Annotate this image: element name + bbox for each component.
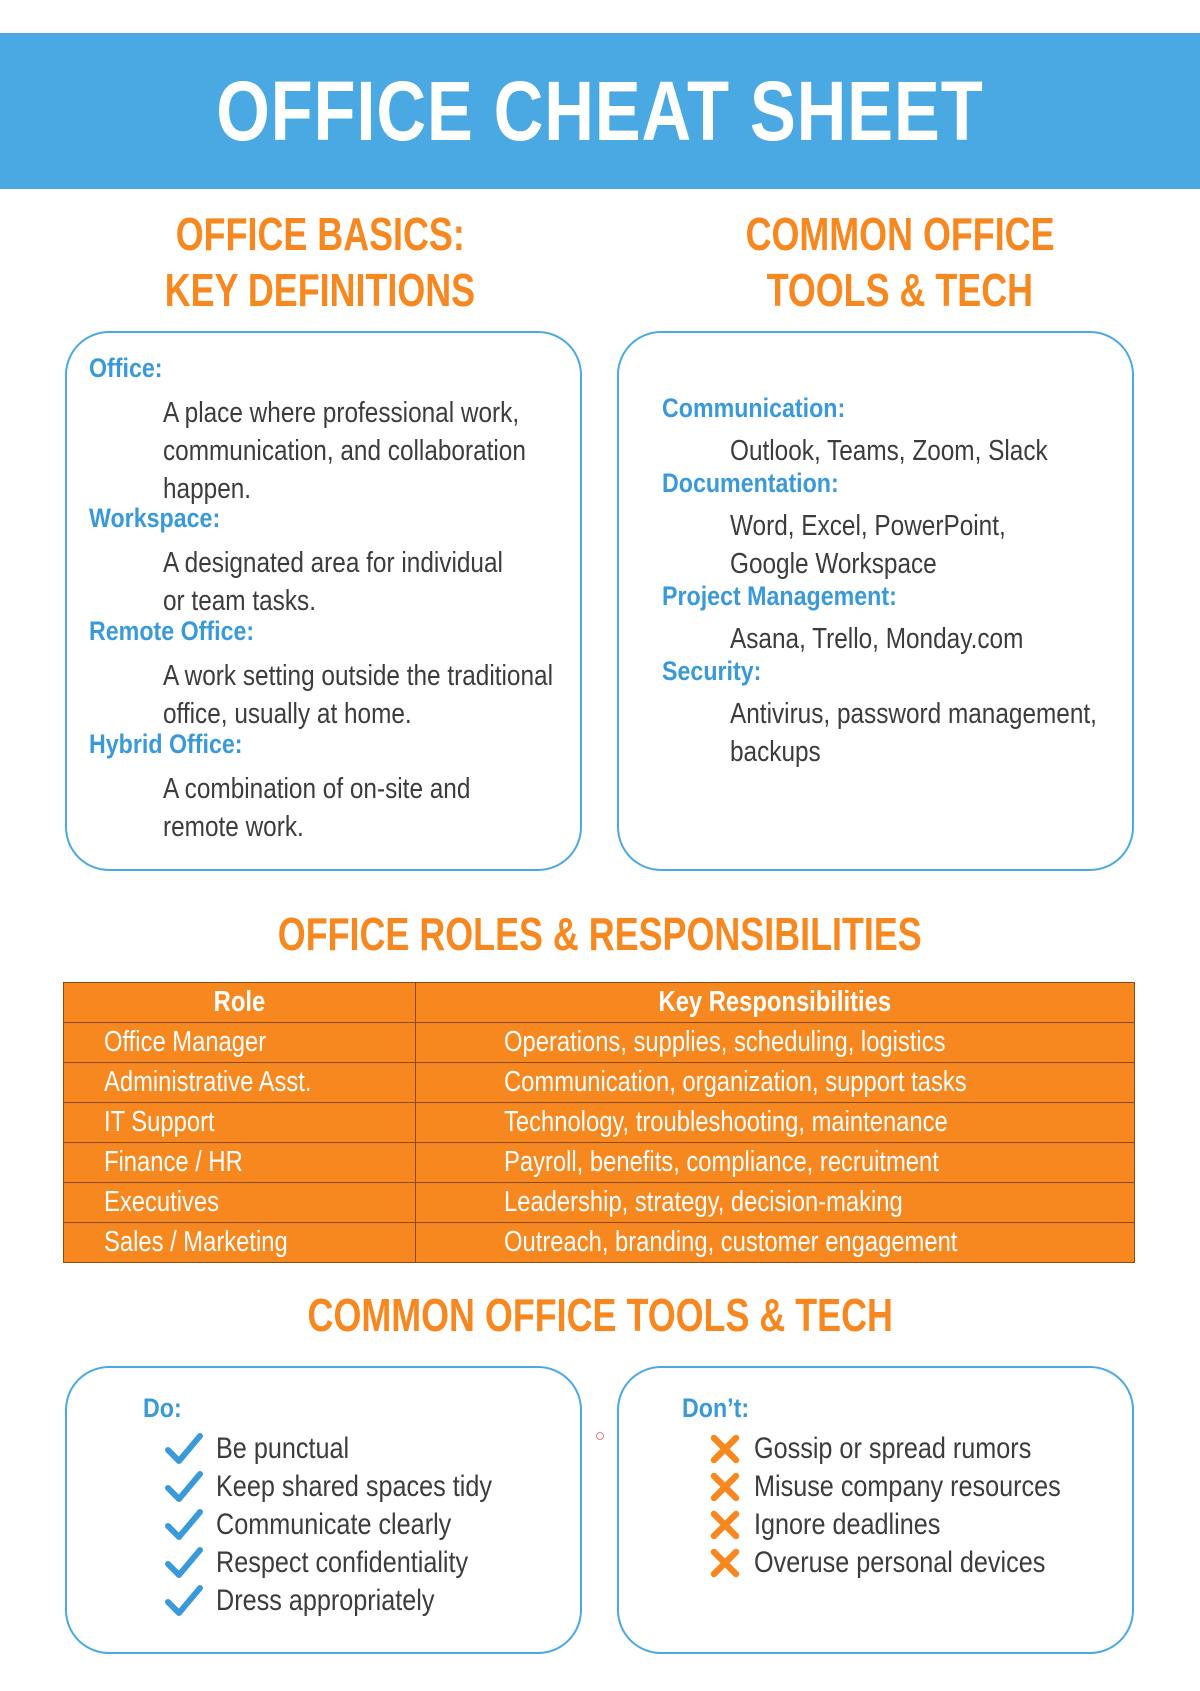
- term-hybrid-office: Hybrid Office:: [89, 729, 243, 759]
- basics-heading: [40, 206, 600, 318]
- check-icon: [160, 1470, 208, 1504]
- list-item: [704, 1430, 1119, 1468]
- desc-documentation: Word, Excel, PowerPoint, Google Workspace: [730, 510, 1006, 580]
- table-row: [64, 1103, 1135, 1143]
- term-project-management: Project Management:: [662, 581, 897, 611]
- role-cell: Sales / Marketing: [64, 1223, 416, 1263]
- role-cell: IT Support: [64, 1103, 416, 1143]
- stray-dot: [596, 1432, 604, 1440]
- list-item: [704, 1544, 1119, 1582]
- table-row: [64, 1183, 1135, 1223]
- do-item-text: Communicate clearly: [216, 1508, 452, 1541]
- desc-office: A place where professional work, communication, and collaboration happen.: [163, 397, 526, 505]
- term-remote-office: Remote Office:: [89, 616, 255, 646]
- table-row: [64, 1223, 1135, 1263]
- term-workspace: Workspace:: [89, 503, 221, 533]
- list-item: [704, 1506, 1119, 1544]
- role-cell: Finance / HR: [64, 1143, 416, 1183]
- list-item: [160, 1430, 545, 1468]
- do-item-text: Be punctual: [216, 1432, 350, 1465]
- list-item: [704, 1468, 1119, 1506]
- page-title: OFFICE CHEAT SHEET: [216, 63, 984, 158]
- dont-item-text: Gossip or spread rumors: [754, 1432, 1032, 1465]
- term-security: Security:: [662, 656, 762, 686]
- desc-workspace: A designated area for individual or team tasks.: [163, 547, 503, 617]
- check-icon: [160, 1546, 208, 1580]
- desc-security: Antivirus, password management, backups: [730, 698, 1097, 768]
- responsibility-cell: Communication, organization, support tasks: [416, 1063, 1135, 1103]
- table-row: [64, 1023, 1135, 1063]
- check-icon: [160, 1508, 208, 1542]
- column-header-role: Role: [64, 983, 416, 1023]
- etiquette-heading: [0, 1287, 1200, 1343]
- do-list: [160, 1430, 545, 1620]
- dont-item-text: Overuse personal devices: [754, 1546, 1046, 1579]
- role-cell: Administrative Asst.: [64, 1063, 416, 1103]
- table-header-row: [64, 983, 1135, 1023]
- basics-heading-line2: KEY DEFINITIONS: [164, 264, 476, 316]
- x-icon: [704, 1510, 746, 1540]
- role-cell: Office Manager: [64, 1023, 416, 1063]
- do-item-text: Respect confidentiality: [216, 1546, 469, 1579]
- column-header-responsibilities: Key Responsibilities: [416, 983, 1135, 1023]
- responsibility-cell: Outreach, branding, customer engagement: [416, 1223, 1135, 1263]
- title-banner: [0, 33, 1200, 189]
- list-item: [160, 1468, 545, 1506]
- desc-hybrid-office: A combination of on-site and remote work.: [163, 773, 471, 843]
- responsibility-cell: Technology, troubleshooting, maintenance: [416, 1103, 1135, 1143]
- do-label: Do:: [143, 1393, 182, 1423]
- x-icon: [704, 1434, 746, 1464]
- tools-heading-line2: TOOLS & TECH: [766, 264, 1034, 316]
- check-icon: [160, 1584, 208, 1618]
- tools-heading-line1: COMMON OFFICE: [745, 208, 1055, 260]
- list-item: [160, 1544, 545, 1582]
- dont-item-text: Misuse company resources: [754, 1470, 1061, 1503]
- x-icon: [704, 1548, 746, 1578]
- basics-heading-line1: OFFICE BASICS:: [175, 208, 465, 260]
- roles-heading: [0, 906, 1200, 962]
- do-item-text: Keep shared spaces tidy: [216, 1470, 492, 1503]
- dont-label: Don’t:: [682, 1393, 750, 1423]
- list-item: [160, 1582, 545, 1620]
- role-cell: Executives: [64, 1183, 416, 1223]
- responsibility-cell: Leadership, strategy, decision-making: [416, 1183, 1135, 1223]
- table-row: [64, 1143, 1135, 1183]
- dont-item-text: Ignore deadlines: [754, 1508, 941, 1541]
- term-office: Office:: [89, 353, 163, 383]
- tools-heading: [620, 206, 1180, 318]
- responsibility-cell: Operations, supplies, scheduling, logistics: [416, 1023, 1135, 1063]
- term-communication: Communication:: [662, 393, 846, 423]
- x-icon: [704, 1472, 746, 1502]
- roles-heading-text: OFFICE ROLES & RESPONSIBILITIES: [278, 908, 922, 960]
- roles-table: [63, 982, 1135, 1263]
- desc-project-management: Asana, Trello, Monday.com: [730, 623, 1024, 655]
- responsibility-cell: Payroll, benefits, compliance, recruitment: [416, 1143, 1135, 1183]
- etiquette-heading-text: COMMON OFFICE TOOLS & TECH: [307, 1289, 893, 1341]
- dont-list: [704, 1430, 1119, 1582]
- desc-remote-office: A work setting outside the traditional office, usually at home.: [163, 660, 553, 730]
- desc-communication: Outlook, Teams, Zoom, Slack: [730, 435, 1048, 467]
- list-item: [160, 1506, 545, 1544]
- check-icon: [160, 1432, 208, 1466]
- table-row: [64, 1063, 1135, 1103]
- do-item-text: Dress appropriately: [216, 1584, 435, 1617]
- term-documentation: Documentation:: [662, 468, 839, 498]
